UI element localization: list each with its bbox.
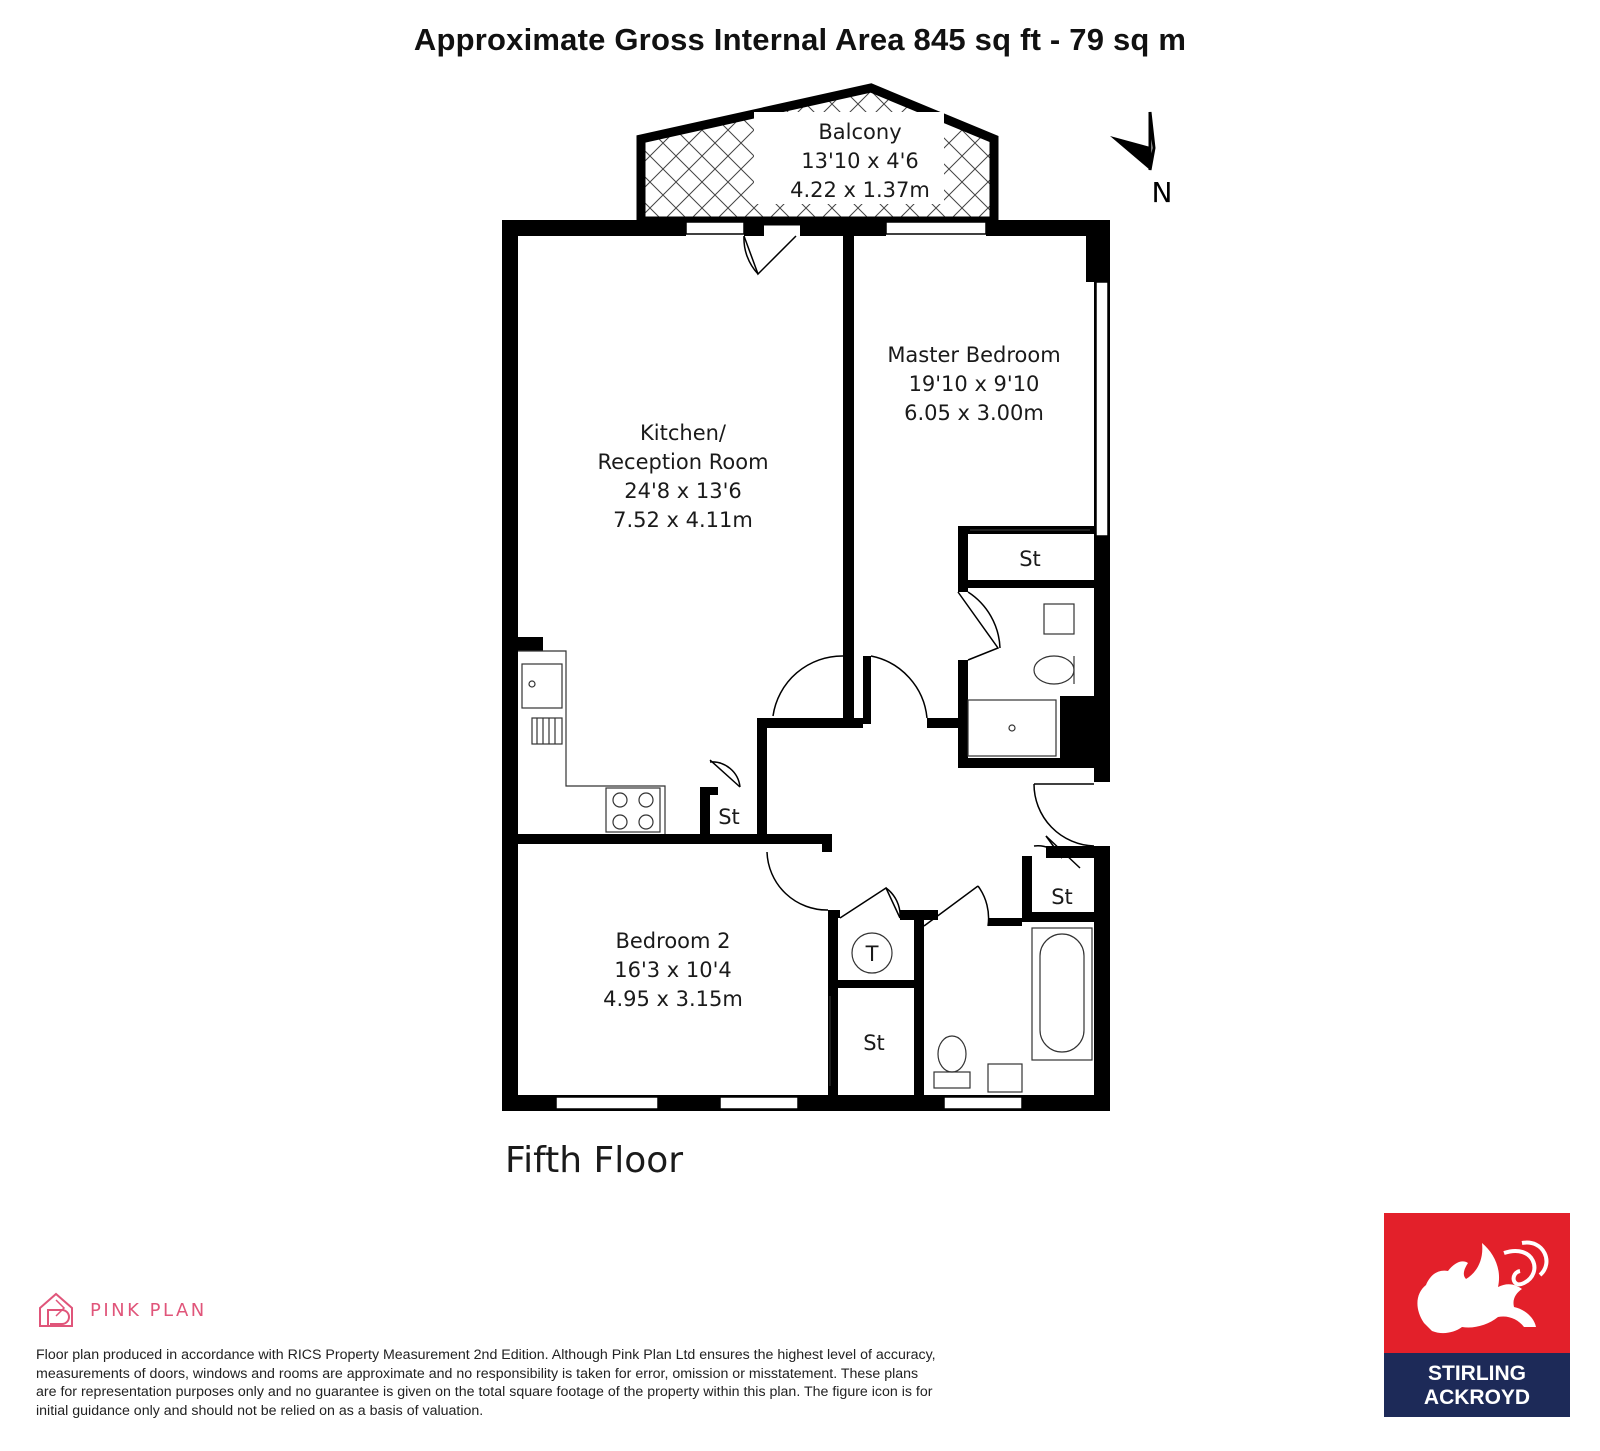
svg-text:13'10 x 4'6: 13'10 x 4'6 [801, 149, 919, 173]
griffin-emblem [1384, 1213, 1570, 1353]
svg-text:19'10 x 9'10: 19'10 x 9'10 [908, 372, 1040, 396]
page-title: Approximate Gross Internal Area 845 sq ft - 79 sq m [413, 22, 1187, 57]
svg-text:4.95 x 3.15m: 4.95 x 3.15m [603, 987, 743, 1011]
svg-text:7.52 x 4.11m: 7.52 x 4.11m [613, 508, 753, 532]
pink-plan-wordmark: PINK PLAN [90, 1299, 207, 1321]
svg-text:Kitchen/: Kitchen/ [640, 421, 726, 445]
store-label-bedroom-2: St [863, 1031, 885, 1055]
svg-text:16'3 x 10'4: 16'3 x 10'4 [614, 958, 732, 982]
room-label-kitchen [597, 421, 768, 532]
agent-name-line2: ACKROYD [1423, 1386, 1531, 1409]
svg-text:Reception Room: Reception Room [597, 450, 769, 474]
svg-text:N: N [1151, 176, 1173, 209]
room-label-bedroom-2 [603, 929, 743, 1011]
store-label-master: St [1019, 547, 1041, 571]
pink-plan-logo [36, 1288, 207, 1332]
north-arrow-icon [1110, 112, 1172, 209]
svg-text:24'8 x 13'6: 24'8 x 13'6 [624, 479, 742, 503]
tank-label: T [865, 942, 879, 966]
svg-text:Master Bedroom: Master Bedroom [887, 343, 1061, 367]
agent-wordmark [1384, 1353, 1570, 1417]
agent-name-line1: STIRLING [1428, 1362, 1526, 1385]
store-label-kitchen: St [718, 805, 740, 829]
griffin-icon [1384, 1213, 1570, 1353]
stirling-ackroyd-logo [1384, 1213, 1570, 1417]
svg-text:Bedroom 2: Bedroom 2 [615, 929, 731, 953]
svg-text:Balcony: Balcony [818, 120, 902, 144]
house-icon [36, 1290, 76, 1330]
disclaimer-text: Floor plan produced in accordance with RICS Property Measurement 2nd Edition. Although Pink Plan Ltd ensures the highest level of accuracy, measurements of doors, windows and rooms are approximate and no responsibility is taken for error, omission or misstatement. These plans are for representation purposes only and no guarantee is given on the total square footage of the property within this plan. The figure icon is for initial guidance only and should not be relied on as a basis of valuation. [36, 1347, 936, 1419]
svg-text:6.05 x 3.00m: 6.05 x 3.00m [904, 401, 1044, 425]
floor-name: Fifth Floor [505, 1140, 684, 1181]
svg-text:4.22 x 1.37m: 4.22 x 1.37m [790, 178, 930, 202]
room-label-master-bedroom [887, 343, 1060, 425]
store-label-hall: St [1051, 885, 1073, 909]
